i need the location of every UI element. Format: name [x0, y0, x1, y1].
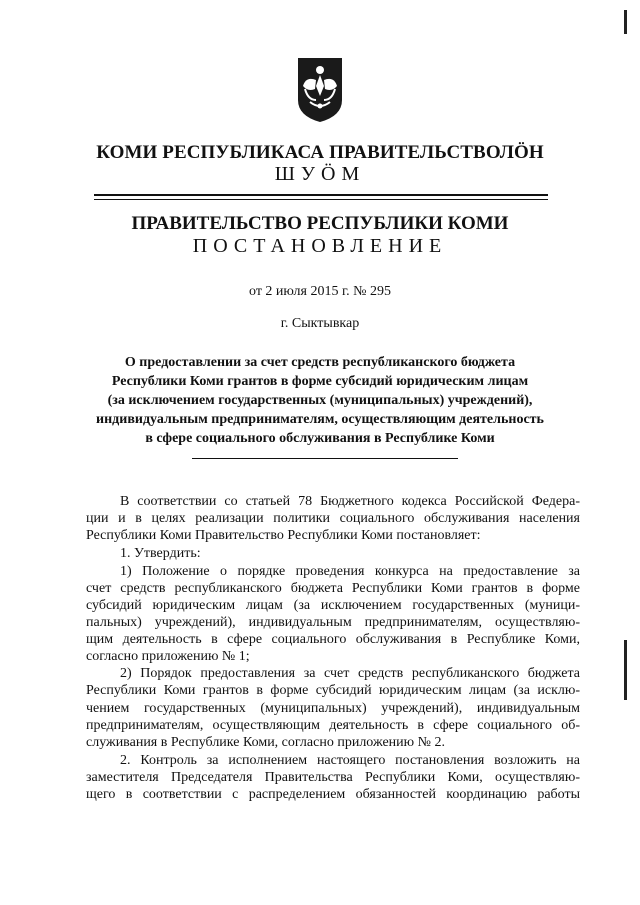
komi-coat-of-arms-icon — [296, 56, 344, 124]
heading-line: индивидуальным предпринимателям, осуществляющим деятельность — [96, 412, 544, 427]
body-line: субсидий юридическим лицам (за исключением государственных (муници- — [86, 598, 580, 613]
body-line: 2) Порядок предоставления за счет средств республиканского бюджета — [120, 666, 580, 681]
body-line: 1. Утвердить: — [120, 546, 201, 561]
header-divider-thick — [94, 194, 548, 196]
heading-line: О предоставлении за счет средств республиканского бюджета — [124, 355, 516, 370]
decree-date-number: от 2 июля 2015 г. № 295 — [249, 284, 391, 299]
body-line: Республики Коми Правительство Республики Коми постановляет: — [86, 528, 481, 543]
decree-city: г. Сыктывкар — [280, 316, 360, 331]
body-line: чением государственных (муниципальных) учреждений), индивидуальным — [86, 701, 580, 716]
government-title: ПРАВИТЕЛЬСТВО РЕСПУБЛИКИ КОМИ — [131, 213, 509, 234]
body-line: предпринимателям, осуществляющим деятельность в сфере социального об- — [86, 718, 580, 733]
decree-subtitle: ПОСТАНОВЛЕНИЕ — [192, 235, 448, 257]
heading-line: в сфере социального обслуживания в Республике Коми — [145, 431, 495, 446]
body-line: В соответствии со статьей 78 Бюджетного кодекса Российской Федера- — [120, 494, 580, 509]
body-line: 2. Контроль за исполнением настоящего постановления возложить на — [120, 753, 580, 768]
komi-government-title: КОМИ РЕСПУБЛИКАСА ПРАВИТЕЛЬСТВОЛÖН — [96, 142, 544, 163]
body-line: служивания в Республике Коми, согласно приложению № 2. — [86, 735, 445, 750]
body-line: пальных) учреждений), индивидуальным предпринимателям, осуществляю- — [86, 615, 580, 630]
heading-line: (за исключением государственных (муниципальных) учреждений), — [107, 393, 533, 408]
komi-decree-subtitle: ШУÖМ — [274, 163, 366, 185]
header-divider-thin — [94, 199, 548, 200]
body-line: 1) Положение о порядке проведения конкурса на предоставление за — [120, 564, 580, 579]
body-line: щим деятельность в сфере социального обслуживания в Республике Коми, — [86, 632, 580, 647]
body-line: щего в соответствии с распределением обязанностей координацию работы — [86, 787, 580, 802]
body-line: Республики Коми грантов в форме субсидий юридическим лицам (за исклю- — [86, 683, 580, 698]
scan-artifact — [624, 640, 627, 700]
heading-line: Республики Коми грантов в форме субсидий юридическим лицам — [111, 374, 529, 389]
body-line: счет средств республиканского бюджета Республики Коми грантов в форме — [86, 581, 580, 596]
heading-underline — [192, 458, 458, 459]
body-line: согласно приложению № 1; — [86, 649, 250, 664]
body-line: ции и в целях реализации политики социального обслуживания населения — [86, 511, 580, 526]
scan-artifact — [624, 10, 627, 34]
body-line: заместителя Председателя Правительства Республики Коми, осуществляю- — [86, 770, 580, 785]
